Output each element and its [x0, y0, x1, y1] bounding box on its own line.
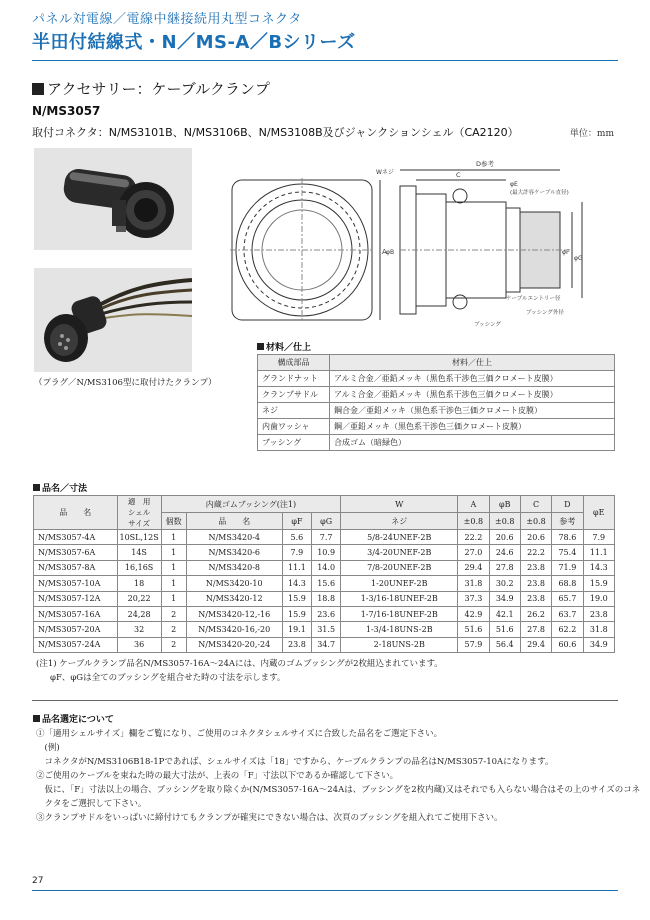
dimensions-heading [33, 481, 87, 494]
dim-d-label: D参考 [476, 160, 495, 168]
materials-header-row [258, 355, 615, 371]
cell-w: 5/8-24UNEF-2B [341, 530, 458, 545]
cell-f: 15.9 [282, 591, 311, 606]
col-a-tol: ±0.8 [458, 513, 489, 530]
cell-b: 51.6 [489, 622, 520, 637]
cell-bushing-name: N/MS3420-16,-20 [186, 622, 282, 637]
table-row [34, 576, 615, 591]
cell-qty: 2 [161, 622, 186, 637]
table-row [258, 387, 615, 403]
cell-bushing-name: N/MS3420-8 [186, 560, 282, 575]
dim-e-label: φE [510, 181, 518, 188]
table-row [258, 371, 615, 387]
materials-table [257, 354, 615, 451]
page-number: 27 [32, 876, 44, 886]
table-row [258, 403, 615, 419]
cell-b: 34.9 [489, 591, 520, 606]
cell-d: 75.4 [552, 545, 583, 560]
dim-w-label: Wネジ [376, 169, 394, 176]
cell-name: N/MS3057-6A [34, 545, 118, 560]
square-bullet-icon [33, 715, 40, 722]
selection-line: ①「適用シェルサイズ」欄をご覧になり、ご使用のコネクタシェルサイズに合致した品名をご選定下さい。 [36, 729, 443, 739]
cell-c: 29.4 [520, 637, 551, 652]
cell-g: 10.9 [312, 545, 341, 560]
cell-bushing-name: N/MS3420-4 [186, 530, 282, 545]
col-name: 品 名 [34, 496, 118, 530]
cell-e: 7.9 [583, 530, 614, 545]
cell-name: N/MS3057-10A [34, 576, 118, 591]
cell-w: 1-3/16-18UNEF-2B [341, 591, 458, 606]
selection-line: クタをご選択して下さい。 [36, 799, 147, 809]
product-photo-plug-with-clamp [34, 268, 192, 372]
plug-photo-graphic [34, 268, 192, 372]
cell-f: 19.1 [282, 622, 311, 637]
cell-b: 30.2 [489, 576, 520, 591]
cell-a: 51.6 [458, 622, 489, 637]
col-b: φB [489, 496, 520, 513]
cell-c: 23.8 [520, 576, 551, 591]
col-qty: 個数 [161, 513, 186, 530]
table-row [258, 419, 615, 435]
col-c: C [520, 496, 551, 513]
part-number: N/MS3057 [32, 104, 101, 118]
cell-shell: 10SL,12S [117, 530, 161, 545]
footer-rule [32, 890, 618, 891]
selection-line: 仮に、「F」寸法以上の場合、ブッシングを取り除くか(N/MS3057-16A～24Aは、ブッシングを2枚内蔵)又はそれでも入らない場合はその上のサイズのコネ [36, 785, 641, 795]
cell-c: 26.2 [520, 606, 551, 621]
table-row [258, 435, 615, 451]
cell-shell: 36 [117, 637, 161, 652]
cell-g: 7.7 [312, 530, 341, 545]
cell-a: 31.8 [458, 576, 489, 591]
cell-bushing-name: N/MS3420-12,-16 [186, 606, 282, 621]
cell-qty: 1 [161, 530, 186, 545]
material-cell: 鋼／亜鉛メッキ（黒色系干渉色三価クロメート皮膜） [330, 419, 615, 435]
cell-g: 23.6 [312, 606, 341, 621]
cell-e: 15.9 [583, 576, 614, 591]
cell-d: 63.7 [552, 606, 583, 621]
col-material: 材料／仕上 [330, 355, 615, 371]
cell-b: 20.6 [489, 530, 520, 545]
bushing-od-label: ブッシング外径 [526, 310, 564, 316]
cell-b: 56.4 [489, 637, 520, 652]
table-row [34, 560, 615, 575]
col-w-sub: ネジ [341, 513, 458, 530]
col-f: φF [282, 513, 311, 530]
cell-a: 57.9 [458, 637, 489, 652]
col-g: φG [312, 513, 341, 530]
cell-qty: 2 [161, 606, 186, 621]
col-b-tol: ±0.8 [489, 513, 520, 530]
cell-d: 65.7 [552, 591, 583, 606]
photo-caption: （プラグ／N/MS3106型に取付けたクランプ） [34, 378, 217, 388]
cell-w: 3/4-20UNEF-2B [341, 545, 458, 560]
product-photo-clamp [34, 148, 192, 250]
cell-shell: 20,22 [117, 591, 161, 606]
cell-shell: 14S [117, 545, 161, 560]
table-note-1: (注1) ケーブルクランプ品名N/MS3057-16A～24Aには、内蔵のゴムブッシングが2枚組込まれています。 [36, 659, 443, 669]
page-title: 半田付結線式・N／MS-A／Bシリーズ [32, 32, 356, 53]
cell-f: 11.1 [282, 560, 311, 575]
cell-name: N/MS3057-4A [34, 530, 118, 545]
material-cell: 鋼合金／亜鉛メッキ（黒色系干渉色三価クロメート皮膜） [330, 403, 615, 419]
cell-bushing-name: N/MS3420-10 [186, 576, 282, 591]
cell-w: 2-18UNS-2B [341, 637, 458, 652]
selection-line: コネクタがN/MS3106B18-1Pであれば、シェルサイズは「18」ですから、ケーブルクランプの品名はN/MS3057-10Aになります。 [36, 757, 554, 767]
cell-w: 1-3/4-18UNS-2B [341, 622, 458, 637]
cell-bushing-name: N/MS3420-6 [186, 545, 282, 560]
cell-f: 5.6 [282, 530, 311, 545]
cell-e: 31.8 [583, 622, 614, 637]
cell-d: 78.6 [552, 530, 583, 545]
part-cell: グランドナット [258, 371, 330, 387]
cell-c: 20.6 [520, 530, 551, 545]
material-cell: 合成ゴム（暗緑色） [330, 435, 615, 451]
cell-name: N/MS3057-16A [34, 606, 118, 621]
clamp-photo-graphic [34, 148, 192, 250]
col-bushing-name: 品 名 [186, 513, 282, 530]
square-bullet-icon [257, 343, 264, 350]
dim-e-note: (最大許容ケーブル直径) [510, 190, 569, 196]
col-a: A [458, 496, 489, 513]
cell-qty: 2 [161, 637, 186, 652]
cell-bushing-name: N/MS3420-20,-24 [186, 637, 282, 652]
cell-qty: 1 [161, 560, 186, 575]
series-subtitle: パネル対電線／電線中継接続用丸型コネクタ [32, 12, 302, 27]
cell-g: 18.8 [312, 591, 341, 606]
cell-shell: 24,28 [117, 606, 161, 621]
cell-g: 15.6 [312, 576, 341, 591]
table-row [34, 606, 615, 621]
col-e: φE [583, 496, 614, 530]
selection-line: ②ご使用のケーブルを束ねた時の最大寸法が、上表の「F」寸法以下であるか確認して下さい。 [36, 771, 399, 781]
accessory-title [32, 78, 270, 99]
materials-heading [257, 340, 311, 353]
cell-w: 1-20UNEF-2B [341, 576, 458, 591]
col-shell: 適 用 シェル サイズ [117, 496, 161, 530]
cell-d: 60.6 [552, 637, 583, 652]
cell-f: 14.3 [282, 576, 311, 591]
accessory-title-text: アクセサリー：ケーブルクランプ [47, 80, 270, 98]
cell-b: 24.6 [489, 545, 520, 560]
cell-f: 7.9 [282, 545, 311, 560]
cell-f: 15.9 [282, 606, 311, 621]
dim-header-row-1 [34, 496, 615, 513]
selection-heading [33, 712, 114, 725]
cell-e: 11.1 [583, 545, 614, 560]
cell-name: N/MS3057-12A [34, 591, 118, 606]
cell-qty: 1 [161, 576, 186, 591]
cell-e: 23.8 [583, 606, 614, 621]
part-cell: クランプサドル [258, 387, 330, 403]
cell-shell: 16,16S [117, 560, 161, 575]
selection-heading-text: 品名選定について [42, 715, 114, 725]
square-bullet-icon [33, 484, 40, 491]
cell-f: 23.8 [282, 637, 311, 652]
cell-c: 23.8 [520, 591, 551, 606]
cell-g: 34.7 [312, 637, 341, 652]
cell-a: 42.9 [458, 606, 489, 621]
table-row [34, 530, 615, 545]
cell-g: 31.5 [312, 622, 341, 637]
cell-e: 34.9 [583, 637, 614, 652]
cell-name: N/MS3057-8A [34, 560, 118, 575]
col-w: W [341, 496, 458, 513]
cell-w: 7/8-20UNEF-2B [341, 560, 458, 575]
cell-b: 27.8 [489, 560, 520, 575]
square-bullet-icon [32, 83, 44, 95]
title-rule [32, 60, 618, 61]
technical-drawing [210, 150, 590, 340]
material-cell: アルミ合金／亜鉛メッキ（黒色系干渉色三価クロメート皮膜） [330, 387, 615, 403]
cell-bushing-name: N/MS3420-12 [186, 591, 282, 606]
dim-f-label: φF [562, 249, 570, 256]
cell-d: 62.2 [552, 622, 583, 637]
dim-g-label: φG [574, 255, 583, 262]
col-d: D [552, 496, 583, 513]
table-row [34, 622, 615, 637]
cell-c: 23.8 [520, 560, 551, 575]
cell-w: 1-7/16-18UNEF-2B [341, 606, 458, 621]
cell-name: N/MS3057-20A [34, 622, 118, 637]
unit-label: 単位：mm [569, 129, 614, 139]
cell-a: 27.0 [458, 545, 489, 560]
selection-line: (例) [36, 743, 60, 753]
dim-c-label: C [456, 171, 461, 179]
materials-heading-text: 材料／仕上 [266, 343, 312, 353]
col-d-sub: 参考 [552, 513, 583, 530]
dim-a-label: A [382, 248, 387, 256]
cell-c: 27.8 [520, 622, 551, 637]
cell-g: 14.0 [312, 560, 341, 575]
cell-qty: 1 [161, 545, 186, 560]
selection-line: ③クランプサドルをいっぱいに締付けてもクランプが確実にできない場合は、次頁のブッシングを組入れてご使用下さい。 [36, 813, 503, 823]
cell-a: 22.2 [458, 530, 489, 545]
dimensions-table [33, 495, 615, 653]
col-c-tol: ±0.8 [520, 513, 551, 530]
cell-e: 19.0 [583, 591, 614, 606]
cell-d: 71.9 [552, 560, 583, 575]
cell-a: 29.4 [458, 560, 489, 575]
bushing-label: ブッシング [474, 322, 501, 328]
cell-b: 42.1 [489, 606, 520, 621]
front-view [230, 178, 380, 322]
col-part: 構成部品 [258, 355, 330, 371]
cell-shell: 18 [117, 576, 161, 591]
table-row [34, 591, 615, 606]
dimensions-heading-text: 品名／寸法 [42, 484, 88, 494]
material-cell: アルミ合金／亜鉛メッキ（黒色系干渉色三価クロメート皮膜） [330, 371, 615, 387]
cell-a: 37.3 [458, 591, 489, 606]
selection-rule [32, 700, 618, 701]
applicable-connectors: 取付コネクタ：N/MS3101B、N/MS3106B、N/MS3108B及びジャンクションシェル（CA2120） [32, 126, 519, 139]
dim-b-label: φB [386, 249, 395, 256]
table-note-2: φF、φGは全てのブッシングを組合せた時の寸法を示します。 [50, 673, 286, 683]
cell-shell: 32 [117, 622, 161, 637]
cable-entry-label: ケーブルエントリー径 [506, 296, 561, 302]
table-row [34, 637, 615, 652]
cell-c: 22.2 [520, 545, 551, 560]
part-cell: 内歯ワッシャ [258, 419, 330, 435]
cell-d: 68.8 [552, 576, 583, 591]
col-bushing-group: 内蔵ゴムブッシング(注1) [161, 496, 341, 513]
cell-e: 14.3 [583, 560, 614, 575]
cell-qty: 1 [161, 591, 186, 606]
cell-name: N/MS3057-24A [34, 637, 118, 652]
table-row [34, 545, 615, 560]
part-cell: ネジ [258, 403, 330, 419]
part-cell: ブッシング [258, 435, 330, 451]
